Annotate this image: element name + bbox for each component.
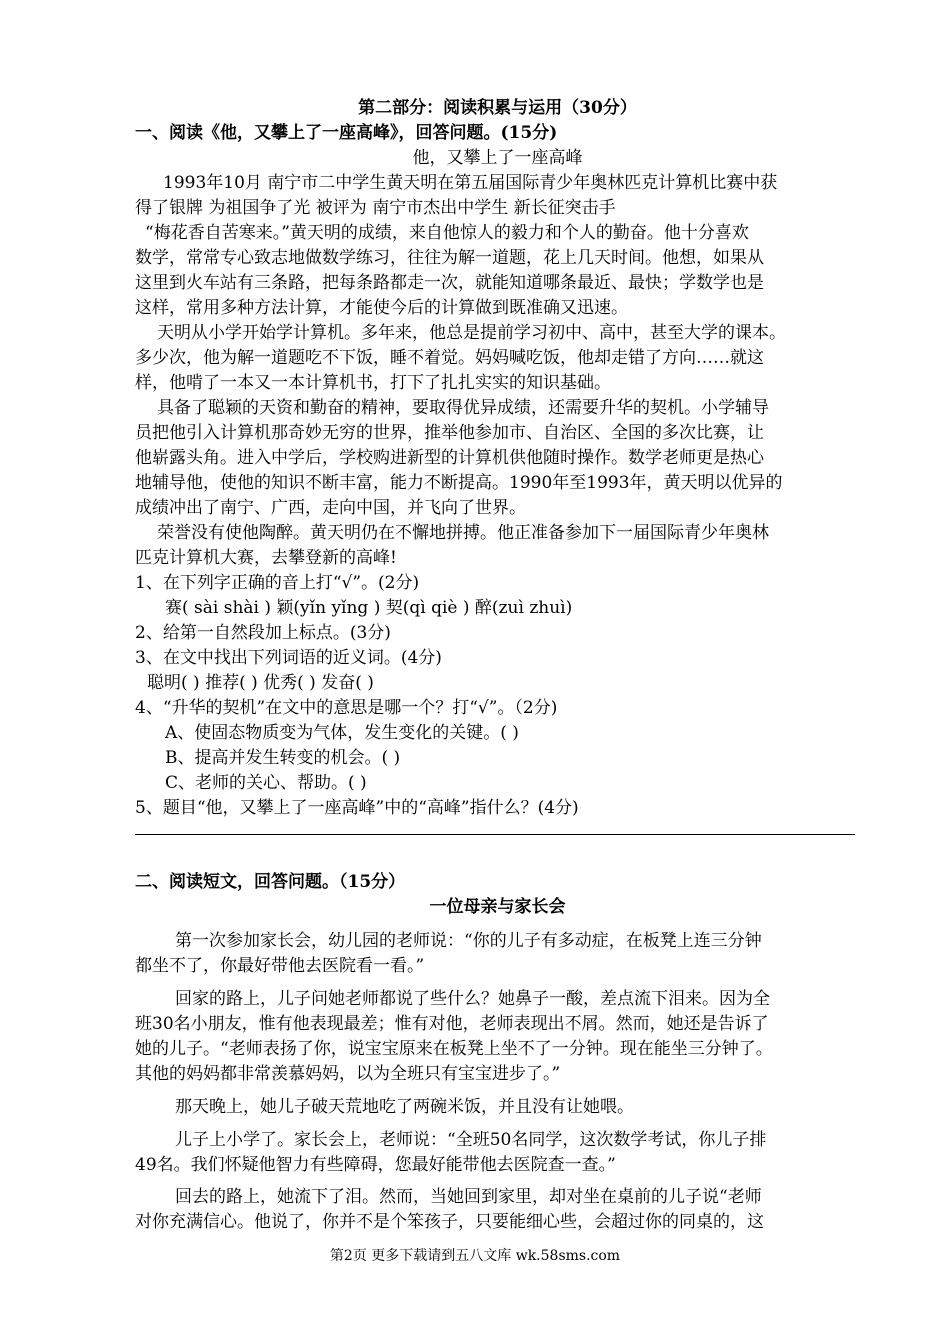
paragraph-line: 班30名小朋友，惟有他表现最差；惟有对他，老师表现出不屑。然而，她还是告诉了: [135, 1014, 769, 1034]
paragraph-line: 回去的路上，她流下了泪。然而，当她回到家里，却对坐在桌前的儿子说“老师: [175, 1187, 762, 1207]
paragraph-line: 其他的妈妈都非常羡慕妈妈，以为全班只有宝宝进步了。”: [135, 1064, 561, 1084]
section1-heading: 一、阅读《他，又攀上了一座高峰》，回答问题。(15分): [135, 123, 558, 143]
question-4: 4、“升华的契机”在文中的意思是哪一个？打“√”。（2分): [135, 698, 558, 718]
question-4-option-a: A、使固态物质变为气体，发生变化的关键。( ): [165, 723, 519, 743]
paragraph-line: 对你充满信心。他说了，你并不是个笨孩子，只要能细心些，会超过你的同桌的，这: [135, 1212, 764, 1232]
question-4-option-c: C、老师的关心、帮助。( ): [165, 773, 367, 793]
paragraph-line: 成绩冲出了南宁、广西，走向中国，并飞向了世界。: [135, 498, 526, 518]
question-1: 1、在下列字正确的音上打“√”。(2分): [135, 573, 420, 593]
paragraph-line: 多少次，他为解一道题吃不下饭，睡不着觉。妈妈喊吃饭，他却走错了方向……就这: [135, 348, 764, 368]
page-footer: 第2页 更多下载请到五八文库 wk.58sms.com: [329, 1248, 621, 1264]
paragraph-line: 他崭露头角。进入中学后，学校购进新型的计算机供他随时操作。数学老师更是热心: [135, 448, 764, 468]
paragraph-line: 儿子上小学了。家长会上，老师说：“全班50名同学，这次数学考试，你儿子排: [175, 1130, 767, 1150]
paragraph-line: 地辅导他，使他的知识不断丰富，能力不断提高。1990年至1993年，黄天明以优异的: [135, 473, 783, 493]
paragraph-line: 那天晚上，她儿子破天荒地吃了两碗米饭，并且没有让她喂。: [175, 1097, 634, 1117]
paragraph-line: 匹克计算机大赛，去攀登新的高峰!: [135, 548, 397, 568]
section1-story-title: 他，又攀上了一座高峰: [412, 148, 583, 168]
paragraph-line: 天明从小学开始学计算机。多年来，他总是提前学习初中、高中，甚至大学的课本。: [157, 323, 786, 343]
paragraph-line: “梅花香自苦寒来。”黄天明的成绩，来自他惊人的毅力和个人的勤奋。他十分喜欢: [145, 223, 749, 243]
question-3: 3、在文中找出下列词语的近义词。(4分): [135, 648, 442, 668]
paragraph-line: 员把他引入计算机那奇妙无穷的世界，推举他参加市、自治区、全国的多次比赛，让: [135, 423, 764, 443]
question-2: 2、给第一自然段加上标点。(3分): [135, 623, 391, 643]
paragraph-line: 具备了聪颖的天资和勤奋的精神，要取得优异成绩，还需要升华的契机。小学辅导: [157, 398, 769, 418]
question-4-option-b: B、提高并发生转变的机会。( ): [165, 748, 401, 768]
part-title: 第二部分：阅读积累与运用（30分）: [358, 98, 637, 118]
question-3-blanks: 聪明( ) 推荐( ) 优秀( ) 发奋( ): [147, 673, 374, 693]
paragraph-line: 荣誉没有使他陶醉。黄天明仍在不懈地拼搏。他正准备参加下一届国际青少年奥林: [157, 523, 769, 543]
paragraph-line: 49名。我们怀疑他智力有些障碍，您最好能带他去医院查一查。”: [135, 1155, 616, 1175]
question-1-options: 赛( sài shài ) 颖(yǐn yǐng ) 契(qì qiè ) 醉(zuì zhuì): [165, 598, 573, 618]
paragraph-line: 这里到火车站有三条路，把每条路都走一次，就能知道哪条最近、最快；学数学也是: [135, 273, 764, 293]
section2-story-title: 一位母亲与家长会: [429, 897, 566, 917]
paragraph-line: 样，他啃了一本又一本计算机书，打下了扎扎实实的知识基础。: [135, 373, 611, 393]
paragraph-line: 她的儿子。“老师表扬了你，说宝宝原来在板凳上坐不了一分钟。现在能坐三分钟了。: [135, 1039, 773, 1059]
paragraph-line: 这样，常用多种方法计算，才能使今后的计算做到既准确又迅速。: [135, 298, 628, 318]
paragraph-line: 回家的路上，儿子问她老师都说了些什么？她鼻子一酸，差点流下泪来。因为全: [175, 989, 770, 1009]
paragraph-line: 1993年10月 南宁市二中学生黄天明在第五届国际青少年奥林匹克计算机比赛中获: [163, 173, 778, 193]
paragraph-line: 数学，常常专心致志地做数学练习，往往为解一道题，花上几天时间。他想，如果从: [135, 248, 764, 268]
section2-heading: 二、阅读短文，回答问题。（15分）: [135, 872, 406, 892]
paragraph-line: 得了银牌 为祖国争了光 被评为 南宁市杰出中学生 新长征突击手: [135, 198, 616, 218]
answer-line: [135, 834, 855, 835]
paragraph-line: 都坐不了，你最好带他去医院看一看。”: [135, 956, 425, 976]
question-5: 5、题目“他，又攀上了一座高峰”中的“高峰”指什么？(4分): [135, 798, 579, 818]
paragraph-line: 第一次参加家长会，幼儿园的老师说：“你的儿子有多动症，在板凳上连三分钟: [175, 931, 762, 951]
